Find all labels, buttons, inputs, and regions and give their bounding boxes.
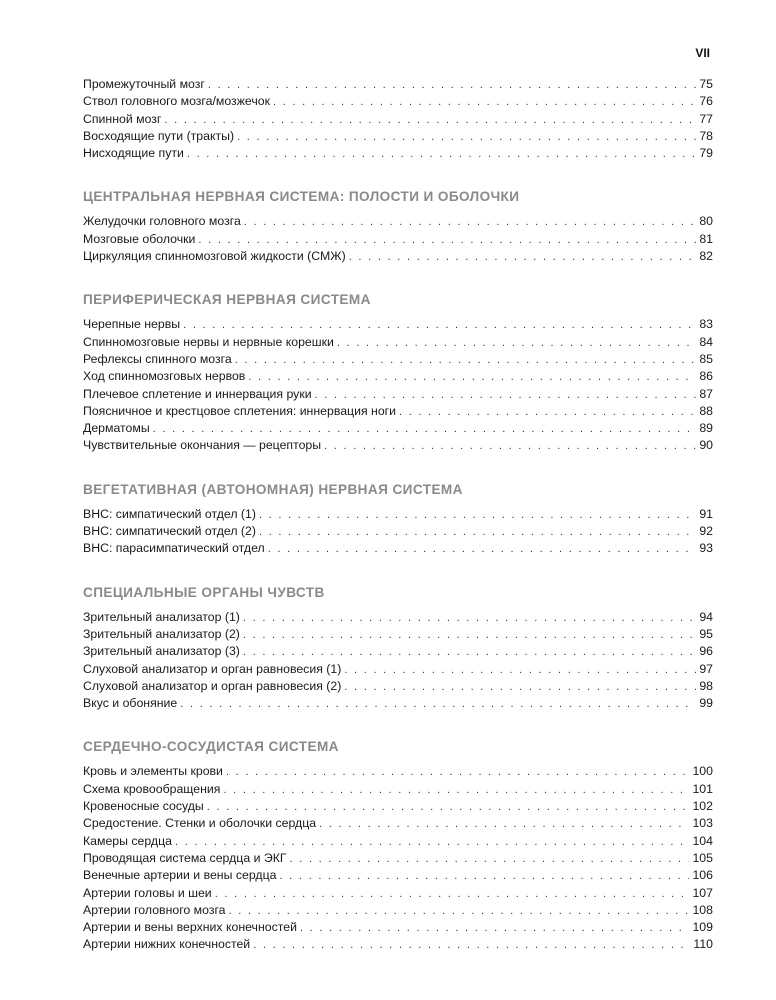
toc-entry-label: Зрительный анализатор (1) xyxy=(83,609,240,624)
dot-leader xyxy=(244,214,696,231)
toc-entry-page: 75 xyxy=(699,77,713,91)
toc-entry-label: Артерии нижних конечностей xyxy=(83,937,251,952)
toc-section-peripheral xyxy=(83,291,713,454)
dot-leader xyxy=(399,404,696,421)
toc-entry-label: ВНС: симпатический отдел (2) xyxy=(83,524,256,539)
toc-entry[interactable] xyxy=(83,781,713,798)
toc-entry[interactable] xyxy=(83,368,713,385)
toc-entry[interactable] xyxy=(83,403,713,420)
dot-leader xyxy=(290,851,690,868)
toc-entry-page: 97 xyxy=(699,661,713,676)
dot-leader xyxy=(349,249,696,266)
toc-entry[interactable] xyxy=(83,867,713,884)
toc-entry-page: 89 xyxy=(699,421,713,436)
page-number: VII xyxy=(695,46,710,60)
toc-entry-label: Слуховой анализатор и орган равновесия (1) xyxy=(83,661,342,676)
dot-leader xyxy=(300,920,690,937)
toc-entry-page: 76 xyxy=(699,94,713,109)
toc-entry-label: Мозговые оболочки xyxy=(83,231,196,246)
toc-entry-page: 93 xyxy=(699,541,713,556)
toc-entry[interactable] xyxy=(83,763,713,780)
toc-entry[interactable] xyxy=(83,661,713,678)
toc-entry[interactable] xyxy=(83,815,713,832)
dot-leader xyxy=(324,438,696,455)
toc-entry-label: Венечные артерии и вены сердца xyxy=(83,868,277,883)
toc-top-section xyxy=(83,76,713,162)
toc-entry-label: Артерии и вены верхних конечностей xyxy=(83,920,297,935)
toc-entry-page: 100 xyxy=(692,764,713,779)
toc-entry[interactable] xyxy=(83,128,713,145)
toc-entry-label: Артерии головы и шеи xyxy=(83,885,212,900)
toc-entry-page: 110 xyxy=(693,937,713,952)
dot-leader xyxy=(153,421,696,438)
toc-entry-page: 104 xyxy=(692,833,713,848)
dot-leader xyxy=(237,129,696,146)
toc-entry[interactable] xyxy=(83,609,713,626)
toc-entry-page: 81 xyxy=(699,231,713,246)
toc-entry-label: Черепные нервы xyxy=(83,317,181,332)
dot-leader xyxy=(175,834,689,851)
toc-entry-label: Поясничное и крестцовое сплетения: иннервация ноги xyxy=(83,403,397,418)
toc-entry-label: Слуховой анализатор и орган равновесия (2) xyxy=(83,678,342,693)
toc-entry-page: 80 xyxy=(699,214,713,229)
dot-leader xyxy=(187,146,696,163)
toc-entry-page: 78 xyxy=(699,128,713,143)
toc-entry[interactable] xyxy=(83,231,713,248)
toc-entry[interactable] xyxy=(83,437,713,454)
toc-entry-page: 95 xyxy=(699,626,713,641)
section-title: ВЕГЕТАТИВНАЯ (АВТОНОМНАЯ) НЕРВНАЯ СИСТЕМА xyxy=(83,481,463,497)
section-title: ПЕРИФЕРИЧЕСКАЯ НЕРВНАЯ СИСТЕМА xyxy=(83,292,371,308)
toc-entry[interactable] xyxy=(83,885,713,902)
toc-entry-label: Камеры сердца xyxy=(83,833,172,848)
toc-entry-label: ВНС: симпатический отдел (1) xyxy=(83,506,256,521)
toc-entry-page: 106 xyxy=(692,868,713,883)
dot-leader xyxy=(207,799,690,816)
toc-entry-page: 109 xyxy=(692,920,713,935)
toc-entry-label: Проводящая система сердца и ЭКГ xyxy=(83,850,287,865)
dot-leader xyxy=(259,507,696,524)
toc-entry[interactable] xyxy=(83,76,713,93)
toc-entry[interactable] xyxy=(83,695,713,712)
toc-entry-page: 101 xyxy=(692,781,713,796)
toc-entry-label: Желудочки головного мозга xyxy=(83,214,241,229)
toc-entry-label: Зрительный анализатор (2) xyxy=(83,626,240,641)
toc-entry-page: 88 xyxy=(699,403,713,418)
toc-entry-label: Чувствительные окончания — рецепторы xyxy=(83,438,322,453)
toc-entry[interactable] xyxy=(83,540,713,557)
toc-entry-page: 92 xyxy=(699,524,713,539)
toc-entry[interactable] xyxy=(83,850,713,867)
toc-entry-label: Ствол головного мозга/мозжечок xyxy=(83,94,270,109)
toc-entry-label: Восходящие пути (тракты) xyxy=(83,128,235,143)
toc-entry[interactable] xyxy=(83,626,713,643)
dot-leader xyxy=(279,868,689,885)
toc-entry[interactable] xyxy=(83,678,713,695)
dot-leader xyxy=(164,112,696,129)
toc-entry-label: Схема кровообращения xyxy=(83,781,221,796)
toc-entry-page: 107 xyxy=(692,885,713,900)
toc-entry-page: 102 xyxy=(692,799,713,814)
dot-leader xyxy=(215,886,690,903)
dot-leader xyxy=(243,644,696,661)
toc-entry-page: 77 xyxy=(699,111,713,126)
toc-entry-page: 87 xyxy=(699,386,713,401)
toc-entry-page: 108 xyxy=(692,902,713,917)
toc-entry-list xyxy=(83,76,713,162)
toc-entry-label: Рефлексы спинного мозга xyxy=(83,351,232,366)
dot-leader xyxy=(315,387,696,404)
dot-leader xyxy=(344,679,696,696)
toc-entry-page: 85 xyxy=(699,351,713,366)
toc-entry[interactable] xyxy=(83,351,713,368)
section-title: ЦЕНТРАЛЬНАЯ НЕРВНАЯ СИСТЕМА: ПОЛОСТИ И ОБОЛОЧКИ xyxy=(83,189,520,205)
toc-entry[interactable] xyxy=(83,213,713,230)
toc-entry-label: Циркуляция спинномозговой жидкости (СМЖ) xyxy=(83,249,346,264)
toc-entry-page: 105 xyxy=(692,850,713,865)
toc-entry-page: 96 xyxy=(699,644,713,659)
dot-leader xyxy=(226,764,690,781)
toc-entry-page: 84 xyxy=(699,334,713,349)
toc-entry[interactable] xyxy=(83,334,713,351)
toc-entry-label: Спинномозговые нервы и нервные корешки xyxy=(83,334,334,349)
toc-entry-page: 79 xyxy=(699,146,713,161)
toc-entry[interactable] xyxy=(83,523,713,540)
toc-entry[interactable] xyxy=(83,798,713,815)
dot-leader xyxy=(180,696,696,713)
dot-leader xyxy=(183,317,696,334)
toc-entry-page: 98 xyxy=(699,678,713,693)
toc-entry-label: Средостение. Стенки и оболочки сердца xyxy=(83,816,317,831)
toc-entry-page: 83 xyxy=(699,317,713,332)
dot-leader xyxy=(243,627,696,644)
toc-entry[interactable] xyxy=(83,316,713,333)
toc-entry-page: 103 xyxy=(692,816,713,831)
dot-leader xyxy=(253,937,690,954)
dot-leader xyxy=(208,77,696,94)
dot-leader xyxy=(259,524,696,541)
toc-section-special-senses xyxy=(83,584,713,713)
toc-entry[interactable] xyxy=(83,643,713,660)
toc-entry-page: 99 xyxy=(699,696,713,711)
dot-leader xyxy=(319,816,689,833)
toc-entry[interactable] xyxy=(83,936,713,953)
toc-section-autonomic xyxy=(83,481,713,558)
table-of-contents xyxy=(83,76,713,980)
dot-leader xyxy=(198,232,696,249)
toc-entry-page: 90 xyxy=(699,438,713,453)
dot-leader xyxy=(268,541,696,558)
dot-leader xyxy=(235,352,696,369)
toc-section-cardiovascular xyxy=(83,738,713,953)
toc-entry-page: 86 xyxy=(699,369,713,384)
toc-entry[interactable] xyxy=(83,248,713,265)
section-title: СПЕЦИАЛЬНЫЕ ОРГАНЫ ЧУВСТВ xyxy=(83,584,325,600)
dot-leader xyxy=(243,610,696,627)
toc-entry-label: Зрительный анализатор (3) xyxy=(83,644,240,659)
toc-entry[interactable] xyxy=(83,93,713,110)
toc-entry-page: 91 xyxy=(699,506,713,521)
toc-entry-label: Артерии головного мозга xyxy=(83,902,226,917)
toc-entry-label: Кровь и элементы крови xyxy=(83,764,223,779)
dot-leader xyxy=(344,662,696,679)
toc-entry-label: Плечевое сплетение и иннервация руки xyxy=(83,386,312,401)
toc-entry-label: Ход спинномозговых нервов xyxy=(83,369,246,384)
dot-leader xyxy=(273,94,696,111)
toc-entry[interactable] xyxy=(83,902,713,919)
toc-entry-label: Нисходящие пути xyxy=(83,146,184,161)
toc-entry-label: Вкус и обоняние xyxy=(83,696,178,711)
section-title: СЕРДЕЧНО-СОСУДИСТАЯ СИСТЕМА xyxy=(83,739,339,755)
toc-entry[interactable] xyxy=(83,386,713,403)
toc-entry-page: 82 xyxy=(699,249,713,264)
toc-entry[interactable] xyxy=(83,145,713,162)
toc-section-cns-cavities xyxy=(83,188,713,265)
toc-entry[interactable] xyxy=(83,506,713,523)
toc-entry-label: Спинной мозг xyxy=(83,111,162,126)
dot-leader xyxy=(248,369,696,386)
dot-leader xyxy=(229,903,690,920)
toc-entry[interactable] xyxy=(83,833,713,850)
toc-entry-page: 94 xyxy=(699,609,713,624)
toc-entry[interactable] xyxy=(83,111,713,128)
toc-entry-label: Кровеносные сосуды xyxy=(83,799,204,814)
toc-entry-label: Промежуточный мозг xyxy=(83,77,205,91)
dot-leader xyxy=(337,335,696,352)
toc-entry[interactable] xyxy=(83,420,713,437)
dot-leader xyxy=(223,782,689,799)
toc-entry-label: ВНС: парасимпатический отдел xyxy=(83,541,265,556)
toc-entry[interactable] xyxy=(83,919,713,936)
toc-entry-label: Дерматомы xyxy=(83,421,150,436)
